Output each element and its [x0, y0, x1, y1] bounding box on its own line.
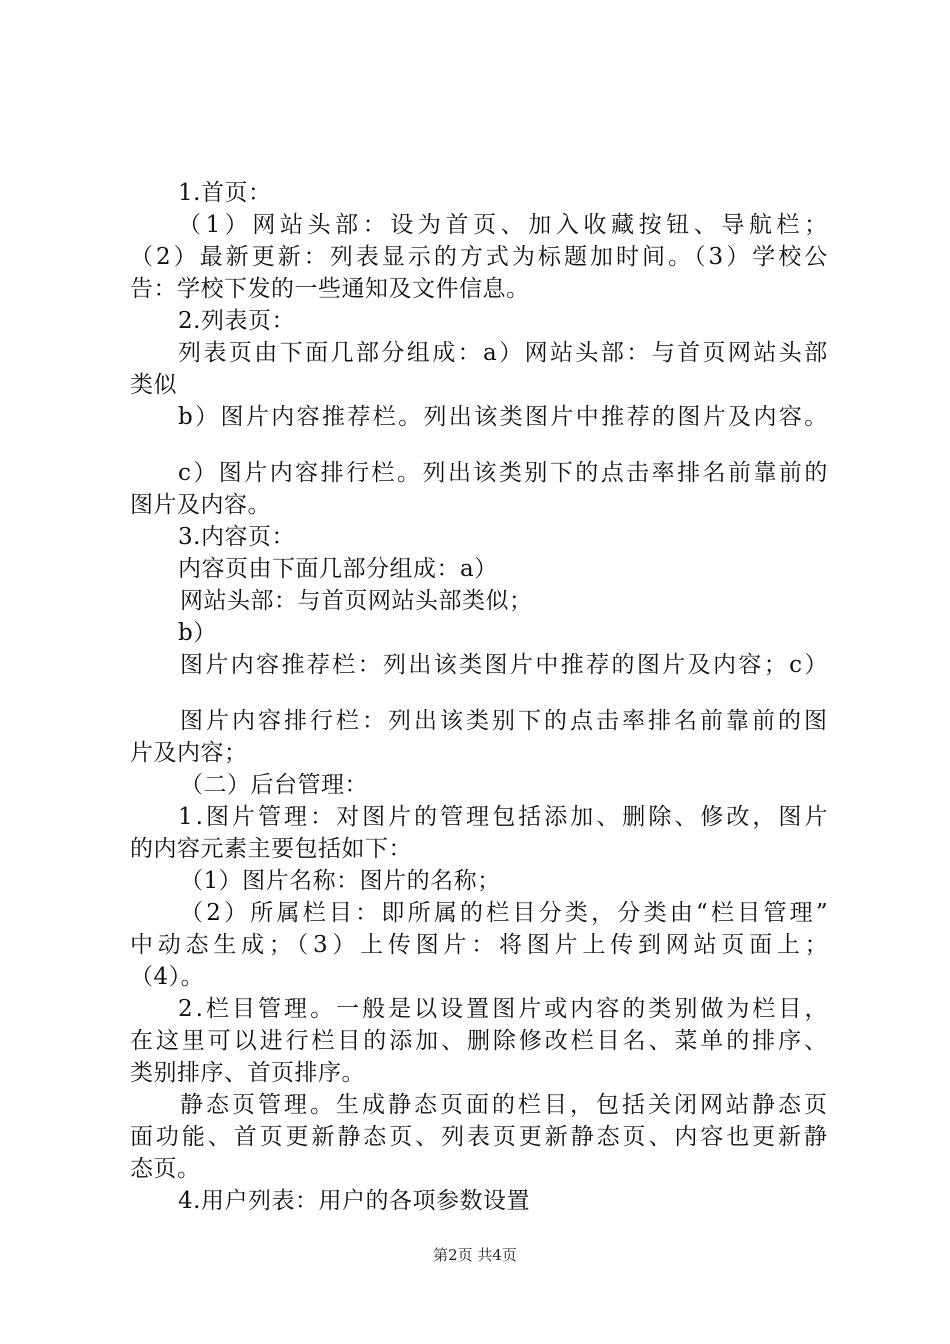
text-line: b） — [178, 620, 217, 646]
text-line: 列表页由下面几部分组成：a）网站头部：与首页网站头部 — [178, 340, 830, 366]
text-line: c）图片内容排行栏。列出该类别下的点击率排名前靠前的 — [178, 460, 830, 486]
text-line: 静态页管理。生成静态页面的栏目，包括关闭网站静态页 — [180, 1092, 830, 1118]
text-line: （4）。 — [130, 964, 205, 990]
text-line: 告：学校下发的一些通知及文件信息。 — [130, 276, 530, 302]
text-line: 1.图片管理：对图片的管理包括添加、删除、修改，图片 — [178, 804, 831, 830]
text-line: 类别排序、首页排序。 — [130, 1060, 365, 1086]
text-line: 图片内容推荐栏：列出该类图片中推荐的图片及内容；c） — [180, 652, 830, 678]
text-line: 的内容元素主要包括如下： — [130, 836, 412, 862]
text-line: 2.栏目管理。一般是以设置图片或内容的类别做为栏目， — [178, 996, 831, 1022]
text-line: 2.列表页： — [178, 308, 295, 334]
text-line: b）图片内容推荐栏。列出该类图片中推荐的图片及内容。 — [178, 404, 830, 430]
text-line: （2）所属栏目：即所属的栏目分类，分类由“栏目管理” — [180, 900, 831, 926]
text-line: 态页。 — [130, 1156, 201, 1182]
text-line: 在这里可以进行栏目的添加、删除修改栏目名、菜单的排序、 — [130, 1028, 830, 1054]
page-footer: 第2页 共4页 — [433, 1246, 517, 1264]
text-line: 图片内容排行栏：列出该类别下的点击率排名前靠前的图 — [180, 708, 830, 734]
text-line: 面功能、首页更新静态页、列表页更新静态页、内容也更新静 — [130, 1124, 830, 1150]
text-line: （1）图片名称：图片的名称； — [180, 868, 501, 894]
text-line: （1）网站头部：设为首页、加入收藏按钮、导航栏； — [178, 212, 832, 238]
text-line: 1.首页： — [178, 180, 272, 206]
text-line: （二）后台管理： — [180, 772, 368, 798]
text-line: 4.用户列表：用户的各项参数设置 — [178, 1188, 530, 1214]
text-line: （2）最新更新：列表显示的方式为标题加时间。（3）学校公 — [130, 244, 831, 270]
text-line: 内容页由下面几部分组成：a） — [178, 556, 498, 582]
text-line: 类似 — [130, 372, 177, 398]
text-line: 3.内容页： — [178, 524, 295, 550]
text-line: 片及内容； — [130, 740, 248, 766]
text-line: 图片及内容。 — [130, 492, 271, 518]
text-line: 中动态生成；（3）上传图片：将图片上传到网站页面上； — [130, 932, 833, 958]
text-line: 网站头部：与首页网站头部类似； — [180, 588, 533, 614]
